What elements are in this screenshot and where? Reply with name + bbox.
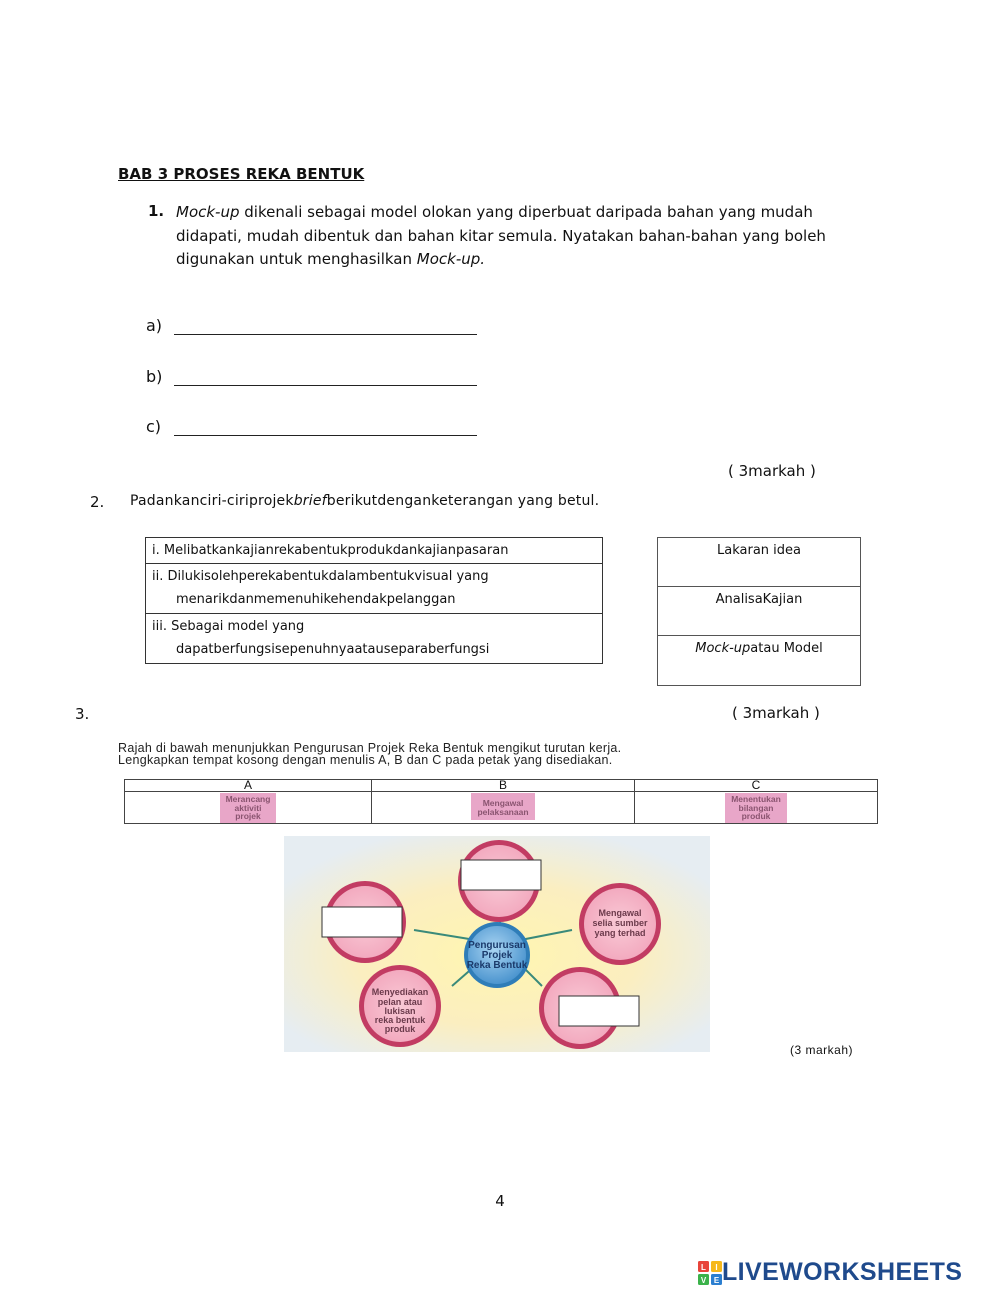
- answer-label: c): [146, 417, 162, 436]
- option-a: [125, 792, 372, 824]
- answer-box-top[interactable]: [461, 860, 541, 890]
- page-title: BAB 3 PROSES REKA BENTUK: [118, 165, 365, 183]
- center-line1: Pengurusan: [468, 940, 526, 951]
- question-3-marks: (3 markah): [790, 1043, 854, 1057]
- question-2-number: 2.: [90, 493, 105, 511]
- question-2-text: [130, 493, 599, 509]
- option-letter-c: C: [635, 780, 878, 792]
- option-b-label: Mengawal pelaksanaan: [471, 793, 534, 820]
- description-analisa-kajian[interactable]: AnalisaKajian: [658, 587, 860, 636]
- option-a-label: Merancang aktiviti projek: [220, 793, 277, 823]
- liveworksheets-logo-icon: [698, 1261, 722, 1285]
- feature-text: ii. Dilukisolehperekabentukdalambentukvisual yang: [152, 569, 489, 584]
- right-circle-line3: yang terhad: [594, 928, 646, 938]
- instruction-line-1: Rajah di bawah menunjukkan Pengurusan Projek Reka Bentuk mengikut turutan kerja.: [118, 741, 622, 755]
- answer-label: b): [146, 367, 163, 386]
- question-1-body: dikenali sebagai model olokan yang diperbuat daripada bahan yang mudah didapati, mudah dibentuk dan bahan kitar semula. Nyatakan bahan-bahan yang boleh digunakan untuk menghasilkan: [176, 203, 826, 268]
- mockup-term: Mock-up: [695, 641, 751, 656]
- answer-a: [146, 316, 477, 335]
- feature-text: i. Melibatkankajianrekabentukprodukdankajianpasaran: [152, 543, 509, 558]
- question-1-text: [176, 201, 876, 272]
- brief-features-table: [145, 537, 603, 664]
- feature-row: [146, 564, 602, 614]
- center-line3: Reka Bentuk: [466, 960, 528, 971]
- svg-text:I: I: [715, 1262, 718, 1272]
- option-letter-b: B: [372, 780, 635, 792]
- feature-text-cont: menarikdanmemenuhikehendakpelanggan: [176, 592, 456, 607]
- bl-circle-line1: Menyediakan: [371, 987, 429, 997]
- svg-text:V: V: [700, 1275, 707, 1285]
- page-number: 4: [495, 1192, 505, 1210]
- feature-text: iii. Sebagai model yang: [152, 619, 305, 634]
- question-3-number: 3.: [75, 705, 90, 723]
- circle-bottom-left: [359, 965, 441, 1047]
- answer-b: [146, 367, 477, 386]
- bl-circle-line2: pelan atau: [377, 997, 423, 1007]
- question-2-text-a: Padankanciri-ciriprojek: [130, 493, 294, 509]
- option-letter-a: A: [125, 780, 372, 792]
- answer-b-input[interactable]: [174, 367, 477, 386]
- answer-c: [146, 417, 477, 436]
- description-lakaran-idea[interactable]: Lakaran idea: [658, 538, 860, 587]
- brand-logo: [698, 1258, 962, 1287]
- description-text: atau Model: [750, 641, 823, 656]
- center-line2: Projek: [481, 950, 513, 961]
- answer-box-left[interactable]: [322, 907, 402, 937]
- description-table: [657, 537, 861, 686]
- option-c: [635, 792, 878, 824]
- answer-box-bottom-right[interactable]: [559, 996, 639, 1026]
- feature-row: [146, 614, 602, 663]
- option-table: [124, 779, 878, 824]
- option-b: [372, 792, 635, 824]
- option-c-label: Menentukan bilangan produk: [725, 793, 787, 823]
- svg-text:E: E: [713, 1275, 720, 1285]
- feature-row: [146, 538, 602, 564]
- svg-text:L: L: [701, 1262, 706, 1272]
- mockup-term-end: Mock-up.: [416, 250, 486, 268]
- circle-right: [579, 883, 661, 965]
- mockup-term: Mock-up: [176, 203, 240, 221]
- question-1-number: 1.: [148, 202, 165, 220]
- answer-c-input[interactable]: [174, 417, 477, 436]
- project-management-diagram: [284, 836, 710, 1052]
- description-mockup-model[interactable]: [658, 636, 860, 685]
- question-1-marks: ( 3markah ): [728, 462, 816, 480]
- right-circle-line1: Mengawal: [598, 908, 642, 918]
- question-2-marks: ( 3markah ): [732, 704, 820, 722]
- question-2-text-c: berikutdenganketerangan yang betul.: [326, 493, 600, 509]
- answer-a-input[interactable]: [174, 316, 477, 335]
- bl-circle-line3: lukisan: [384, 1006, 416, 1016]
- feature-text-cont: dapatberfungsisepenuhnyaatauseparaberfungsi: [176, 642, 490, 657]
- right-circle-line2: selia sumber: [592, 918, 648, 928]
- brand-name: LIVEWORKSHEETS: [722, 1258, 963, 1286]
- instruction-line-2: Lengkapkan tempat kosong dengan menulis A, B dan C pada petak yang disediakan.: [118, 753, 613, 767]
- answer-label: a): [146, 316, 163, 335]
- brief-term: brief: [293, 493, 327, 509]
- question-3-instruction: [118, 742, 621, 766]
- bl-circle-line4: reka bentuk: [374, 1015, 426, 1025]
- center-circle: [464, 922, 530, 988]
- bl-circle-line5: produk: [384, 1024, 416, 1034]
